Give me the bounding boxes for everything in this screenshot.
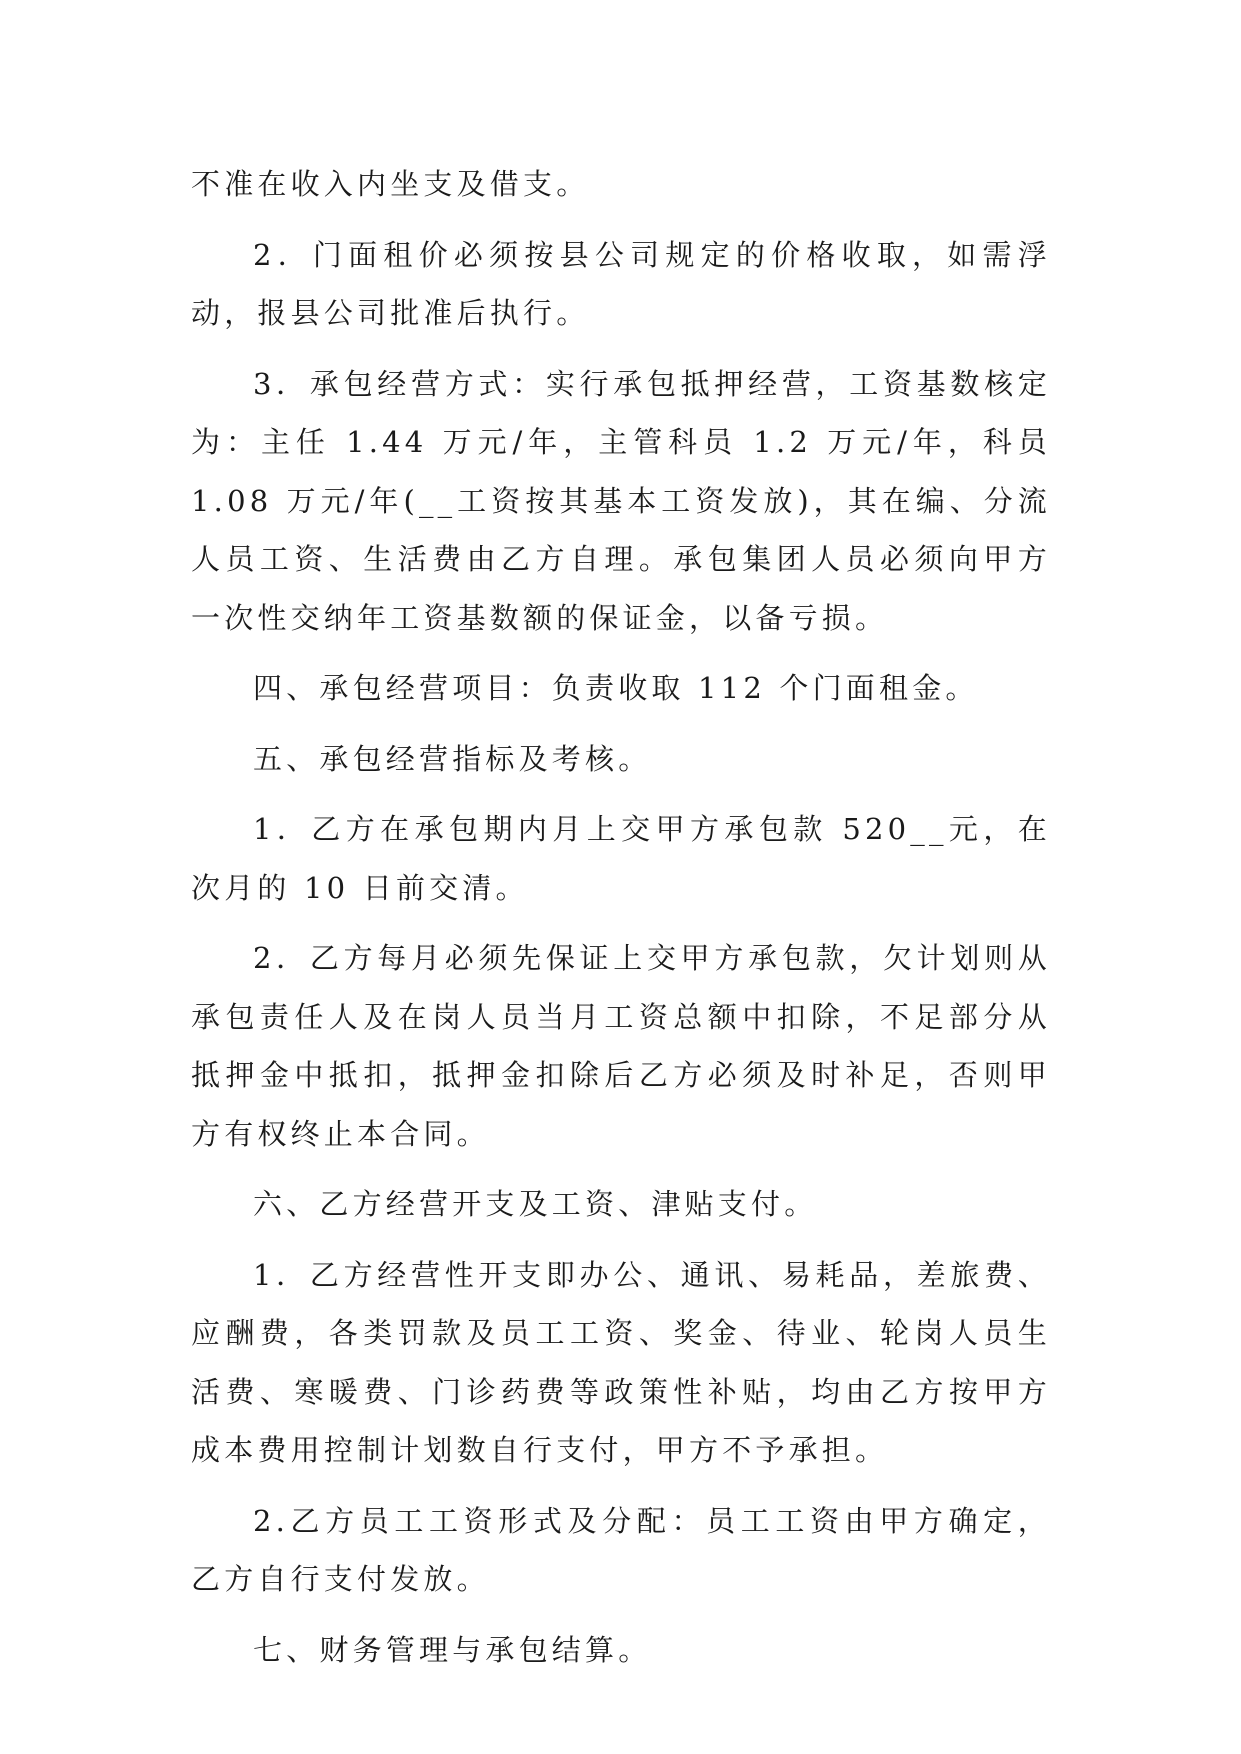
section-heading: 七、财务管理与承包结算。	[253, 1632, 652, 1667]
section-heading: 五、承包经营指标及考核。	[253, 741, 652, 776]
paragraph: 2．乙方每月必须先保证上交甲方承包款，欠计划则从承包责任人及在岗人员当月工资总额中扣除，不足部分从抵押金中抵扣，抵押金扣除后乙方必须及时补足，否则甲方有权终止本合同。	[191, 941, 1051, 1151]
paragraph: 2.乙方员工工资形式及分配：员工工资由甲方确定，乙方自行支付发放。	[191, 1503, 1051, 1596]
paragraph: 2．门面租价必须按县公司规定的价格收取，如需浮动，报县公司批准后执行。	[191, 237, 1051, 330]
paragraph: 不准在收入内坐支及借支。	[191, 167, 590, 201]
paragraph: 1．乙方在承包期内月上交甲方承包款 520__元，在次月的 10 日前交清。	[191, 812, 1051, 905]
document-body	[191, 155, 1051, 1691]
paragraph: 3．承包经营方式：实行承包抵押经营，工资基数核定为：主任 1.44 万元/年，主管科员 1.2 万元/年，科员 1.08 万元/年(__工资按其基本工资发放)，其在编、分流人员工资、生活费由乙方自理。承包集团人员必须向甲方一次性交纳年工资基数额的保证金，以备亏损。	[191, 366, 1051, 635]
section-heading: 六、乙方经营开支及工资、津贴支付。	[253, 1187, 818, 1221]
paragraph: 1．乙方经营性开支即办公、通讯、易耗品，差旅费、应酬费，各类罚款及员工工资、奖金、待业、轮岗人员生活费、寒暖费、门诊药费等政策性补贴，均由乙方按甲方成本费用控制计划数自行支付，甲方不予承担。	[191, 1257, 1051, 1467]
section-heading: 四、承包经营项目：负责收取 112 个门面租金。	[253, 671, 979, 705]
